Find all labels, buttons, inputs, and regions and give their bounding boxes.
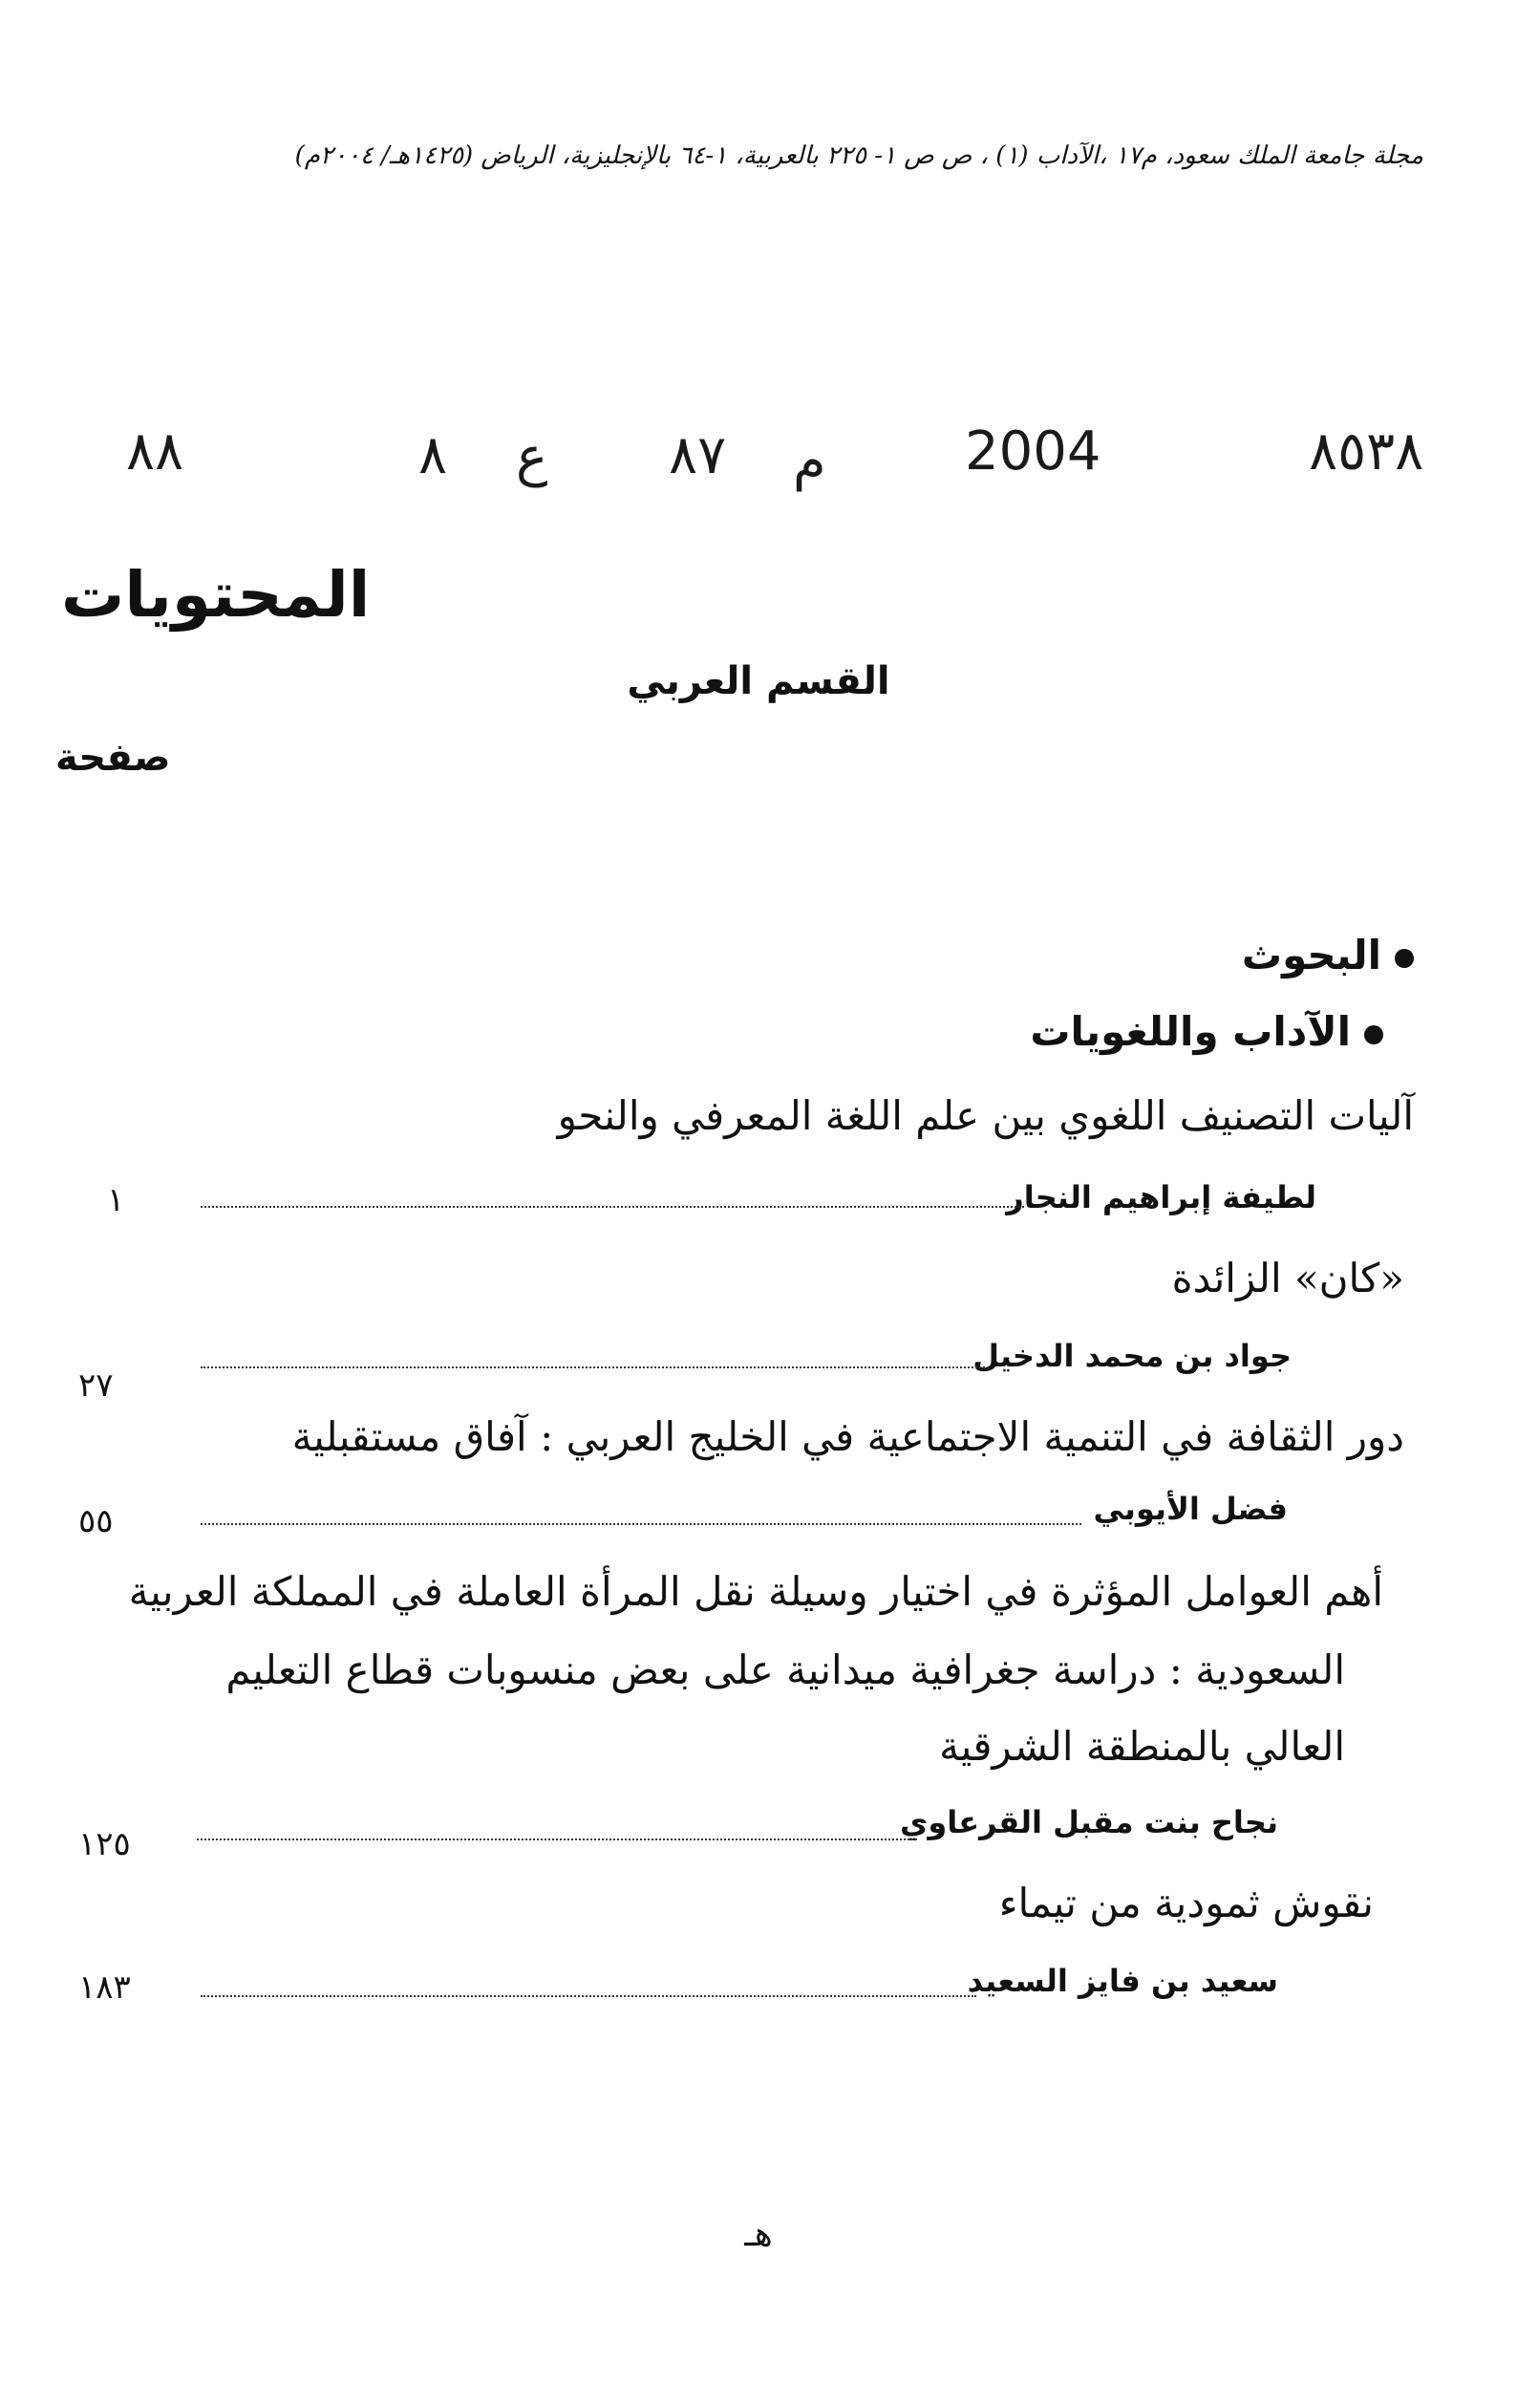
handwritten-mark-2: ٨ [418, 424, 448, 486]
dotted-leader [201, 1523, 1081, 1525]
heading-research-label: البحوث [1241, 932, 1381, 978]
heading-arts-linguistics-label: الآداب واللغويات [1030, 1008, 1351, 1055]
handwritten-mark-6: 2004 [965, 420, 1101, 483]
entry-author: فضل الأيوبي [1093, 1491, 1288, 1527]
contents-title: المحتويات [61, 558, 371, 632]
entry-title: السعودية : دراسة جغرافية ميدانية على بعض منسوبات قطاع التعليم [225, 1646, 1345, 1693]
handwritten-mark-3: ع [516, 426, 548, 488]
dotted-leader [201, 1206, 1024, 1208]
entry-title: آليات التصنيف اللغوي بين علم اللغة المعرفي والنحو [557, 1092, 1414, 1139]
entry-title: أهم العوامل المؤثرة في اختيار وسيلة نقل المرأة العاملة في المملكة العربية [128, 1568, 1383, 1615]
dotted-leader [197, 1838, 917, 1840]
heading-arts-linguistics [1030, 1008, 1383, 1055]
entry-page-number: ١٢٥ [78, 1825, 131, 1863]
entry-page-number: ٢٧ [78, 1366, 114, 1405]
footer-page-marker: هـ [744, 2215, 773, 2254]
entry-page-number: ٥٥ [78, 1502, 114, 1540]
heading-research [1242, 932, 1414, 978]
handwritten-mark-1: ٨٨ [126, 420, 184, 483]
entry-title: العالي بالمنطقة الشرقية [939, 1723, 1345, 1770]
journal-header: مجلة جامعة الملك سعود، م١٧ ،الآداب (١) ، ص ص ١- ٢٢٥ بالعربية، ١-٦٤ بالإنجليزية، الرياض (١٤٢٥هـ/ ٢٠٠٤م) [294, 141, 1423, 170]
dotted-leader [201, 1366, 989, 1368]
entry-page-number: ١ [107, 1181, 125, 1219]
dotted-leader [201, 1995, 976, 1997]
entry-title: «كان» الزائدة [1171, 1255, 1404, 1301]
entry-page-number: ١٨٣ [78, 1968, 131, 2007]
handwritten-annotations [0, 420, 1517, 497]
bullet-icon [1395, 949, 1414, 968]
entry-author: جواد بن محمد الدخيل [972, 1338, 1292, 1374]
handwritten-mark-5: م [793, 430, 826, 492]
handwritten-mark-7: ٨٥٣٨ [1309, 420, 1424, 483]
page-column-label: صفحة [55, 736, 171, 780]
handwritten-mark-4: ٨٧ [669, 424, 727, 486]
section-title: القسم العربي [627, 659, 890, 703]
entry-author: لطيفة إبراهيم النجار [1006, 1179, 1316, 1215]
entry-author: سعيد بن فايز السعيد [967, 1963, 1278, 1999]
bullet-icon [1364, 1025, 1383, 1044]
entry-title: دور الثقافة في التنمية الاجتماعية في الخليج العربي : آفاق مستقبلية [291, 1413, 1404, 1460]
entry-author: نجاح بنت مقبل القرعاوي [899, 1804, 1278, 1840]
entry-title: نقوش ثمودية من تيماء [998, 1880, 1374, 1926]
